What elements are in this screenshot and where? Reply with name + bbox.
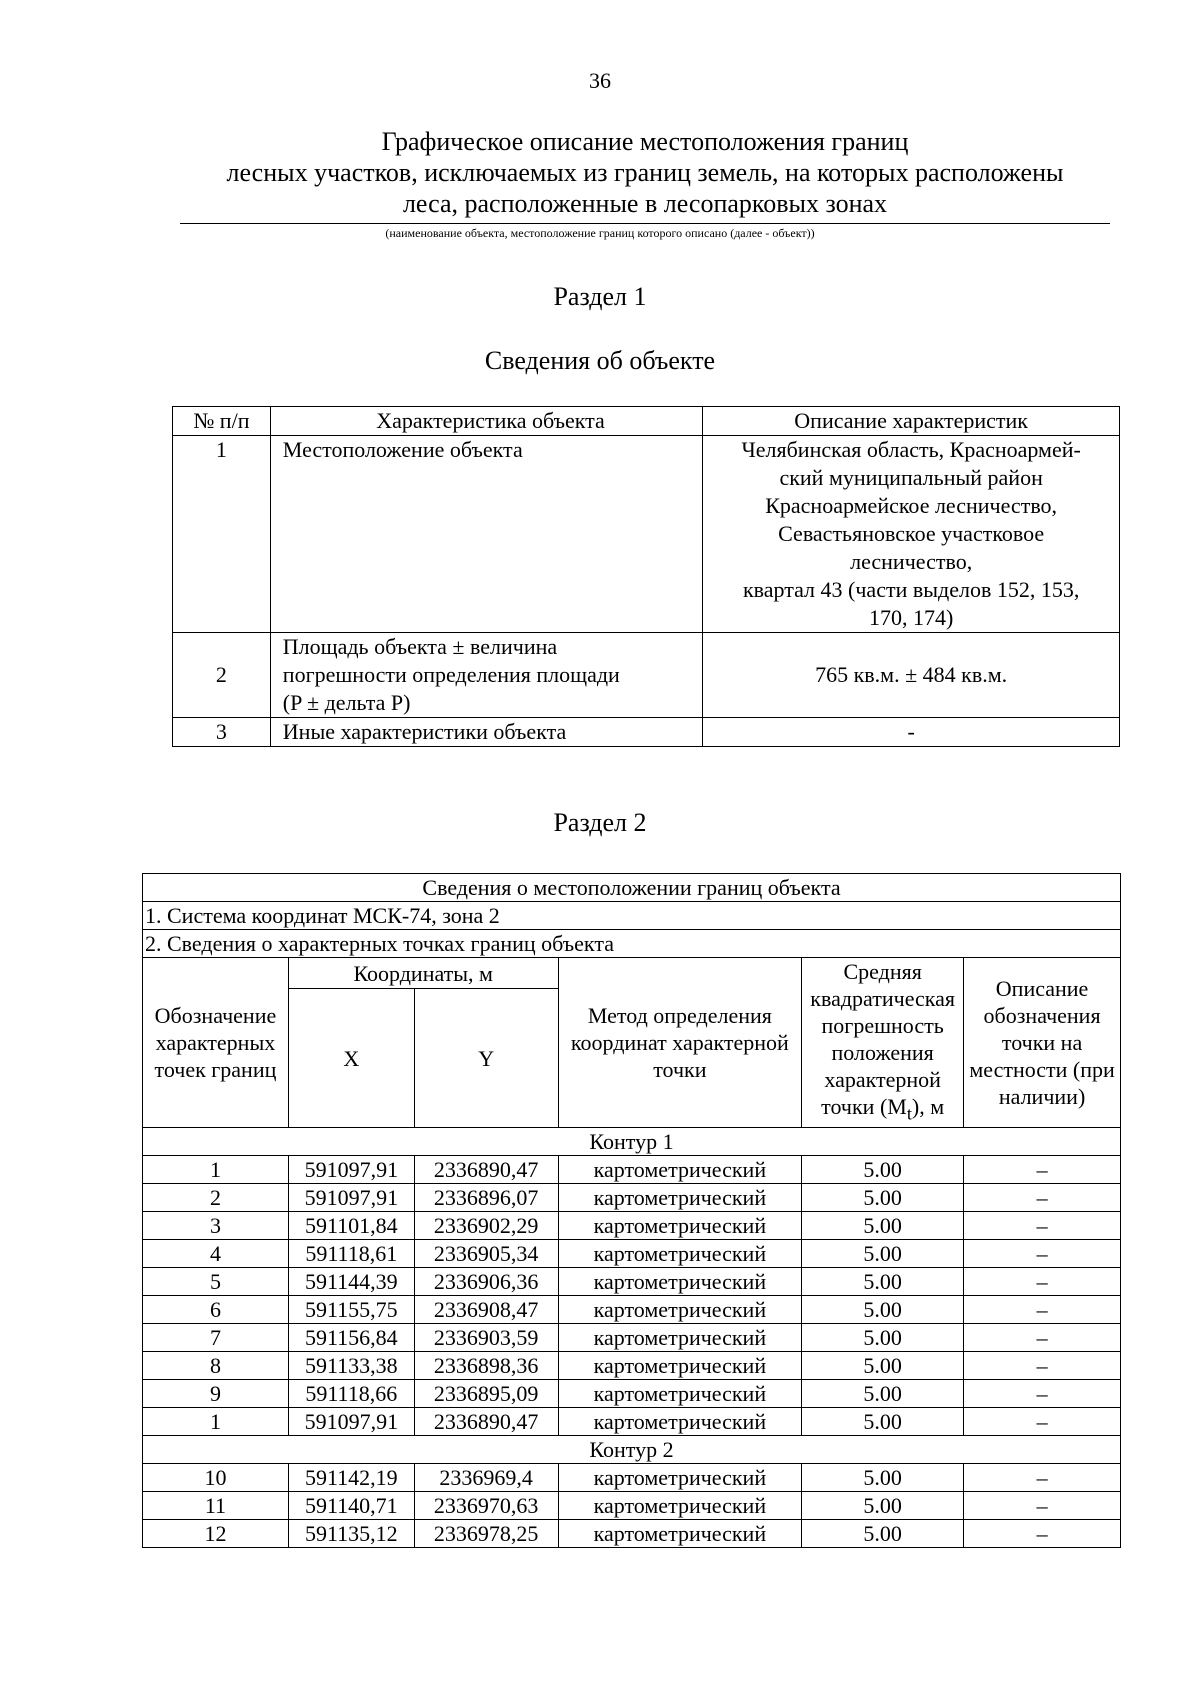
point-method: картометрический bbox=[558, 1240, 802, 1268]
point-x: 591097,91 bbox=[288, 1408, 414, 1436]
point-description: – bbox=[964, 1268, 1121, 1296]
char-line: (P ± дельта P) bbox=[282, 690, 411, 715]
contour-name: Контур 1 bbox=[143, 1128, 1121, 1156]
coord-system: 1. Система координат МСК-74, зона 2 bbox=[143, 902, 1121, 930]
table-row bbox=[143, 1408, 1121, 1436]
title-note: (наименование объекта, местоположение границ которого описано (далее - объект)) bbox=[385, 226, 815, 240]
point-number: 5 bbox=[143, 1268, 289, 1296]
point-description: – bbox=[964, 1212, 1121, 1240]
point-method: картометрический bbox=[558, 1520, 802, 1548]
point-y: 2336902,29 bbox=[414, 1212, 558, 1240]
point-y: 2336978,25 bbox=[414, 1520, 558, 1548]
row-description: 765 кв.м. ± 484 кв.м. bbox=[703, 633, 1120, 718]
boundary-points-table bbox=[142, 873, 1121, 1548]
point-number: 2 bbox=[143, 1184, 289, 1212]
point-y: 2336905,34 bbox=[414, 1240, 558, 1268]
point-method: картометрический bbox=[558, 1324, 802, 1352]
point-method: картометрический bbox=[558, 1268, 802, 1296]
header-description: Описание характеристик bbox=[703, 407, 1120, 436]
header-characteristic: Характеристика объекта bbox=[270, 407, 703, 436]
point-y: 2336970,63 bbox=[414, 1492, 558, 1520]
point-number: 10 bbox=[143, 1464, 289, 1492]
table-row bbox=[143, 1296, 1121, 1324]
table-row bbox=[143, 1492, 1121, 1520]
object-info-header-row bbox=[173, 407, 1120, 436]
point-y: 2336890,47 bbox=[414, 1408, 558, 1436]
desc-line: квартал 43 (части выделов 152, 153, bbox=[742, 577, 1080, 602]
table-row bbox=[143, 1520, 1121, 1548]
header-coords: Координаты, м bbox=[288, 958, 558, 989]
object-info-row bbox=[173, 718, 1120, 747]
point-description: – bbox=[964, 1324, 1121, 1352]
point-number: 8 bbox=[143, 1352, 289, 1380]
point-number: 9 bbox=[143, 1380, 289, 1408]
desc-line: 170, 174) bbox=[868, 605, 954, 630]
point-y: 2336898,36 bbox=[414, 1352, 558, 1380]
point-error: 5.00 bbox=[802, 1324, 964, 1352]
section-1-subheading: Сведения об объекте bbox=[484, 346, 716, 375]
header-error-tail: ), м bbox=[911, 1094, 945, 1119]
point-x: 591097,91 bbox=[288, 1184, 414, 1212]
section-1-heading: Раздел 1 bbox=[553, 282, 647, 311]
document-title bbox=[180, 126, 1110, 219]
points-body bbox=[143, 1128, 1121, 1548]
point-method: картометрический bbox=[558, 1296, 802, 1324]
table-row bbox=[143, 1352, 1121, 1380]
desc-line: Челябинская область, Красноармей- bbox=[741, 437, 1081, 462]
point-method: картометрический bbox=[558, 1492, 802, 1520]
point-error: 5.00 bbox=[802, 1464, 964, 1492]
point-number: 6 bbox=[143, 1296, 289, 1324]
row-characteristic: Иные характеристики объекта bbox=[270, 718, 703, 747]
point-description: – bbox=[964, 1296, 1121, 1324]
title-underline bbox=[180, 223, 1110, 224]
point-x: 591144,39 bbox=[288, 1268, 414, 1296]
row-characteristic: Местоположение объекта bbox=[270, 436, 703, 633]
point-x: 591101,84 bbox=[288, 1212, 414, 1240]
point-error: 5.00 bbox=[802, 1492, 964, 1520]
point-method: картометрический bbox=[558, 1212, 802, 1240]
point-x: 591142,19 bbox=[288, 1464, 414, 1492]
point-description: – bbox=[964, 1184, 1121, 1212]
point-error: 5.00 bbox=[802, 1380, 964, 1408]
point-error: 5.00 bbox=[802, 1408, 964, 1436]
point-description: – bbox=[964, 1156, 1121, 1184]
point-error: 5.00 bbox=[802, 1240, 964, 1268]
point-x: 591155,75 bbox=[288, 1296, 414, 1324]
point-method: картометрический bbox=[558, 1380, 802, 1408]
desc-line: лесничество, bbox=[850, 549, 973, 574]
contour-header-row bbox=[143, 1436, 1121, 1464]
object-info-row bbox=[173, 633, 1120, 718]
header-y: Y bbox=[414, 989, 558, 1128]
header-point-description: Описание обозначения точки на местности (при наличии) bbox=[964, 958, 1121, 1128]
point-description: – bbox=[964, 1380, 1121, 1408]
point-x: 591118,66 bbox=[288, 1380, 414, 1408]
point-error: 5.00 bbox=[802, 1520, 964, 1548]
title-line-3: леса, расположенные в лесопарковых зонах bbox=[402, 189, 888, 218]
point-method: картометрический bbox=[558, 1352, 802, 1380]
header-error-text: Средняя квадратическая погрешность положения характерной точки (M bbox=[810, 959, 956, 1119]
row-num: 3 bbox=[173, 718, 271, 747]
title-line-2: лесных участков, исключаемых из границ земель, на которых расположены bbox=[226, 158, 1064, 187]
point-method: картометрический bbox=[558, 1408, 802, 1436]
contour-header-row bbox=[143, 1128, 1121, 1156]
header-error-sub: t bbox=[906, 1103, 912, 1124]
point-error: 5.00 bbox=[802, 1212, 964, 1240]
row-num: 2 bbox=[173, 633, 271, 718]
point-x: 591135,12 bbox=[288, 1520, 414, 1548]
point-number: 1 bbox=[143, 1408, 289, 1436]
header-num: № п/п bbox=[173, 407, 271, 436]
row-num: 1 bbox=[173, 436, 271, 633]
row-description: - bbox=[703, 718, 1120, 747]
point-description: – bbox=[964, 1240, 1121, 1268]
point-number: 11 bbox=[143, 1492, 289, 1520]
page-number: 36 bbox=[589, 68, 611, 93]
point-description: – bbox=[964, 1492, 1121, 1520]
object-info-table bbox=[172, 406, 1120, 747]
point-number: 4 bbox=[143, 1240, 289, 1268]
title-line-1: Графическое описание местоположения границ bbox=[381, 127, 909, 156]
desc-line: Севастьяновское участковое bbox=[778, 521, 1045, 546]
table-row bbox=[143, 1212, 1121, 1240]
table-row bbox=[143, 1464, 1121, 1492]
point-method: картометрический bbox=[558, 1464, 802, 1492]
point-x: 591140,71 bbox=[288, 1492, 414, 1520]
char-line: Площадь объекта ± величина bbox=[282, 634, 558, 659]
point-number: 7 bbox=[143, 1324, 289, 1352]
table-title: Сведения о местоположении границ объекта bbox=[143, 874, 1121, 902]
point-x: 591118,61 bbox=[288, 1240, 414, 1268]
point-y: 2336890,47 bbox=[414, 1156, 558, 1184]
point-description: – bbox=[964, 1352, 1121, 1380]
table-row bbox=[143, 1156, 1121, 1184]
object-info-row bbox=[173, 436, 1120, 633]
section-2-heading: Раздел 2 bbox=[553, 808, 647, 837]
point-y: 2336906,36 bbox=[414, 1268, 558, 1296]
point-method: картометрический bbox=[558, 1184, 802, 1212]
point-y: 2336896,07 bbox=[414, 1184, 558, 1212]
point-error: 5.00 bbox=[802, 1352, 964, 1380]
desc-line: ский муниципальный район bbox=[779, 465, 1043, 490]
table-row bbox=[143, 1380, 1121, 1408]
point-description: – bbox=[964, 1464, 1121, 1492]
point-x: 591156,84 bbox=[288, 1324, 414, 1352]
point-number: 1 bbox=[143, 1156, 289, 1184]
header-method: Метод определения координат характерной точки bbox=[558, 958, 802, 1128]
point-number: 12 bbox=[143, 1520, 289, 1548]
point-description: – bbox=[964, 1520, 1121, 1548]
desc-line: Красноармейское лесничество, bbox=[765, 493, 1058, 518]
points-title: 2. Сведения о характерных точках границ объекта bbox=[143, 930, 1121, 958]
point-x: 591097,91 bbox=[288, 1156, 414, 1184]
row-characteristic bbox=[270, 633, 703, 718]
point-error: 5.00 bbox=[802, 1268, 964, 1296]
point-number: 3 bbox=[143, 1212, 289, 1240]
point-x: 591133,38 bbox=[288, 1352, 414, 1380]
table-row bbox=[143, 1268, 1121, 1296]
table-row bbox=[143, 1184, 1121, 1212]
header-error bbox=[802, 958, 964, 1128]
table-row bbox=[143, 1240, 1121, 1268]
char-line: погрешности определения площади bbox=[282, 662, 620, 687]
point-error: 5.00 bbox=[802, 1184, 964, 1212]
point-y: 2336969,4 bbox=[414, 1464, 558, 1492]
table-row bbox=[143, 1324, 1121, 1352]
header-x: X bbox=[288, 989, 414, 1128]
point-error: 5.00 bbox=[802, 1296, 964, 1324]
row-description bbox=[703, 436, 1120, 633]
point-y: 2336903,59 bbox=[414, 1324, 558, 1352]
point-description: – bbox=[964, 1408, 1121, 1436]
contour-name: Контур 2 bbox=[143, 1436, 1121, 1464]
point-error: 5.00 bbox=[802, 1156, 964, 1184]
point-method: картометрический bbox=[558, 1156, 802, 1184]
point-y: 2336895,09 bbox=[414, 1380, 558, 1408]
point-y: 2336908,47 bbox=[414, 1296, 558, 1324]
header-designation: Обозначение характерных точек границ bbox=[143, 958, 289, 1128]
